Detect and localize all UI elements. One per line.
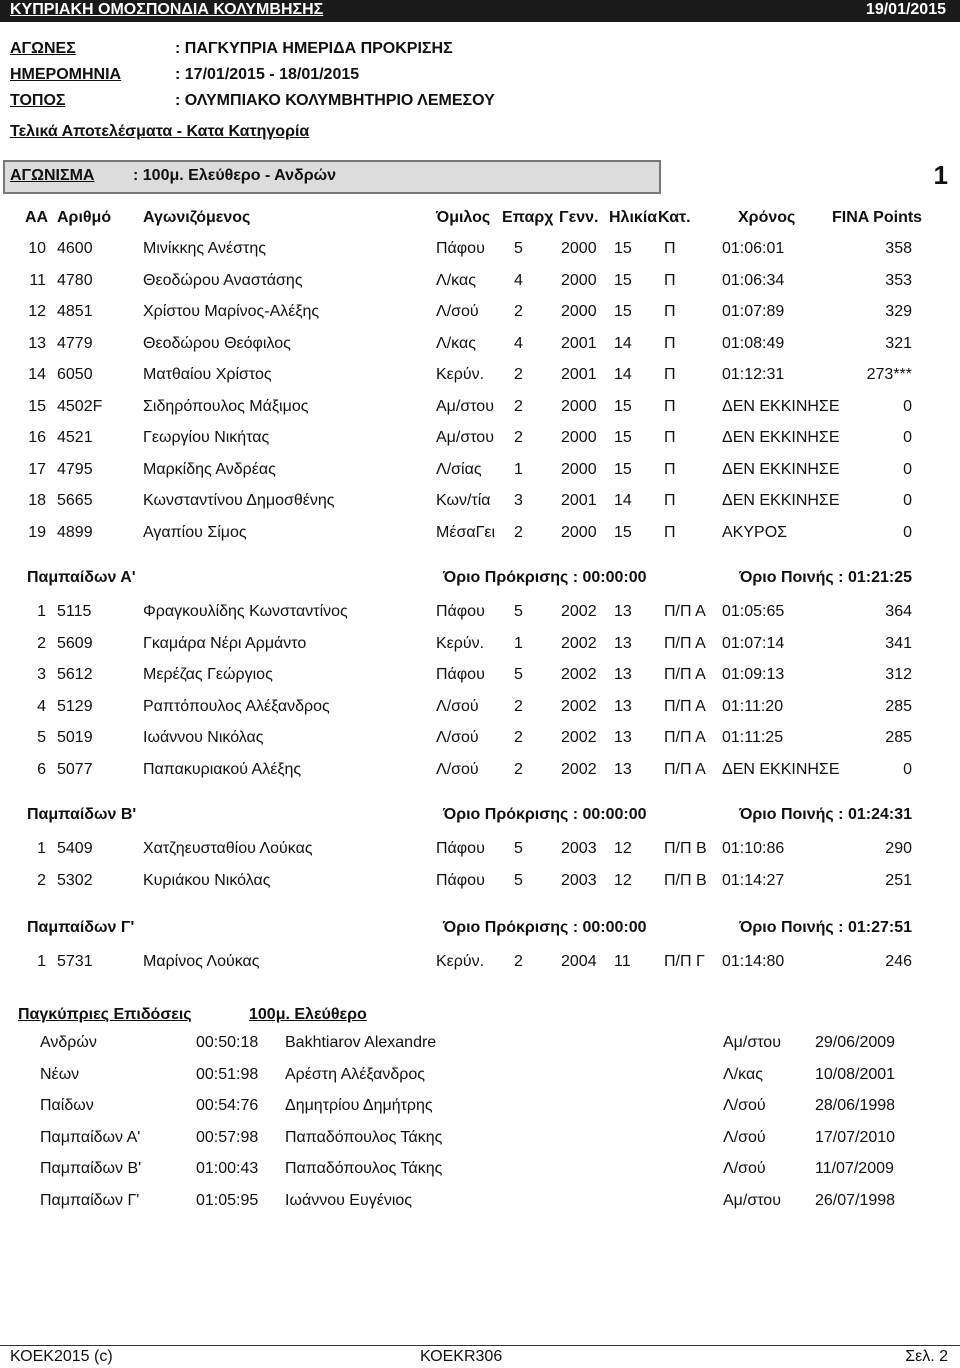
cell-time: 01:14:80	[722, 953, 785, 970]
cell-fina: 329	[885, 303, 912, 320]
cell-category: Π/Π Β	[664, 872, 707, 889]
record-category: Παίδων	[40, 1097, 94, 1114]
cell-birth: 2002	[561, 761, 597, 778]
col-aa: ΑΑ	[25, 209, 49, 226]
cell-age: 13	[614, 698, 632, 715]
cell-birth: 2002	[561, 698, 597, 715]
cell-time: ΔΕΝ ΕΚΚΙΝΗΣΕ	[722, 461, 840, 478]
cell-aa: 10	[28, 240, 46, 257]
event-name: : 100μ. Ελεύθερο - Ανδρών	[133, 167, 337, 184]
cell-birth: 2002	[561, 635, 597, 652]
cell-district: 3	[514, 492, 523, 509]
cell-aa: 14	[28, 366, 46, 383]
cell-aa: 2	[37, 635, 46, 652]
cell-birth: 2000	[561, 429, 597, 446]
qualifying-limit: Όριο Πρόκρισης : 00:00:00	[443, 569, 647, 586]
cell-club: Πάφου	[436, 240, 485, 257]
cell-aa: 16	[28, 429, 46, 446]
cell-fina: 358	[885, 240, 912, 257]
cell-category: Π/Π Α	[664, 603, 706, 620]
cell-district: 2	[514, 303, 523, 320]
cell-fina: 251	[885, 872, 912, 889]
col-category: Κατ.	[658, 209, 691, 226]
cell-club: Κερύν.	[436, 635, 485, 652]
cell-fina: 0	[903, 429, 912, 446]
cell-club: Κων/τία	[436, 492, 491, 509]
cell-birth: 2001	[561, 366, 597, 383]
col-time: Χρόνος	[738, 209, 796, 226]
cell-time: 01:07:89	[722, 303, 785, 320]
cell-age: 12	[614, 840, 632, 857]
col-fina: FINA Points	[832, 209, 923, 226]
cell-district: 2	[514, 729, 523, 746]
cell-swimmer: Φραγκουλίδης Κωνσταντίνος	[143, 603, 348, 620]
cell-age: 13	[614, 666, 632, 683]
cell-category: Π/Π Α	[664, 698, 706, 715]
cell-swimmer: Κωνσταντίνου Δημοσθένης	[143, 492, 335, 509]
cell-aa: 2	[37, 872, 46, 889]
cell-swimmer: Χατζηευσταθίου Λούκας	[143, 840, 313, 857]
cell-time: ΔΕΝ ΕΚΚΙΝΗΣΕ	[722, 429, 840, 446]
cell-birth: 2002	[561, 603, 597, 620]
cell-club: Λ/κας	[436, 335, 476, 352]
table-row	[0, 429, 960, 453]
record-holder: Δημητρίου Δημήτρης	[285, 1097, 433, 1114]
records-event: 100μ. Ελεύθερο	[249, 1006, 367, 1023]
cell-number: 4779	[57, 335, 93, 352]
table-row	[0, 461, 960, 485]
cell-club: Λ/σού	[436, 761, 479, 778]
cell-swimmer: Αγαπίου Σίμος	[143, 524, 247, 541]
record-club: Λ/σού	[723, 1097, 766, 1114]
cell-category: Π/Π Γ	[664, 953, 705, 970]
cell-swimmer: Μαρίνος Λούκας	[143, 953, 260, 970]
cell-aa: 4	[37, 698, 46, 715]
cell-district: 2	[514, 366, 523, 383]
cell-category: Π	[664, 272, 676, 289]
cell-club: Κερύν.	[436, 953, 485, 970]
cell-time: 01:11:20	[722, 698, 784, 715]
cell-club: Πάφου	[436, 872, 485, 889]
footer-divider	[0, 1345, 960, 1346]
record-category: Παμπαίδων Β'	[40, 1160, 142, 1177]
cell-time: 01:09:13	[722, 666, 785, 683]
cell-district: 2	[514, 524, 523, 541]
cell-time: 01:06:34	[722, 272, 785, 289]
cell-birth: 2000	[561, 461, 597, 478]
cell-category: Π/Π Α	[664, 666, 706, 683]
record-row	[0, 1129, 960, 1153]
cell-swimmer: Σιδηρόπουλος Μάξιμος	[143, 398, 309, 415]
cell-time: ΔΕΝ ΕΚΚΙΝΗΣΕ	[722, 398, 840, 415]
cell-fina: 0	[903, 461, 912, 478]
cell-category: Π	[664, 303, 676, 320]
cell-time: ΔΕΝ ΕΚΚΙΝΗΣΕ	[722, 492, 840, 509]
cell-age: 13	[614, 761, 632, 778]
cell-swimmer: Ραπτόπουλος Αλέξανδρος	[143, 698, 330, 715]
cell-birth: 2000	[561, 272, 597, 289]
cell-birth: 2000	[561, 303, 597, 320]
cell-age: 15	[614, 240, 632, 257]
cell-number: 4521	[57, 429, 93, 446]
table-row	[0, 492, 960, 516]
cell-fina: 364	[885, 603, 912, 620]
column-headers	[0, 209, 960, 233]
cell-aa: 13	[28, 335, 46, 352]
cell-club: Πάφου	[436, 603, 485, 620]
cell-fina: 246	[885, 953, 912, 970]
top-bar	[0, 0, 960, 22]
record-category: Ανδρών	[40, 1034, 97, 1051]
table-row	[0, 761, 960, 785]
cell-district: 5	[514, 666, 523, 683]
cell-aa: 5	[37, 729, 46, 746]
competitions-label: ΑΓΩΝΕΣ	[10, 40, 76, 57]
record-row	[0, 1192, 960, 1216]
category-name: Παμπαίδων Γ'	[27, 919, 135, 936]
cell-aa: 1	[37, 840, 46, 857]
cell-number: 5019	[57, 729, 93, 746]
cell-birth: 2004	[561, 953, 597, 970]
record-date: 17/07/2010	[815, 1129, 896, 1146]
cell-club: Αμ/στου	[436, 429, 494, 446]
cell-birth: 2003	[561, 872, 597, 889]
cell-birth: 2000	[561, 240, 597, 257]
cell-time: ΔΕΝ ΕΚΚΙΝΗΣΕ	[722, 761, 840, 778]
footer-center: ΚΟΕΚR306	[420, 1348, 503, 1365]
cell-swimmer: Γεωργίου Νικήτας	[143, 429, 270, 446]
table-row	[0, 666, 960, 690]
cell-swimmer: Κυριάκου Νικόλας	[143, 872, 271, 889]
cell-number: 4899	[57, 524, 93, 541]
record-club: Λ/σού	[723, 1160, 766, 1177]
cell-swimmer: Ματθαίου Χρίστος	[143, 366, 272, 383]
cell-district: 4	[514, 272, 523, 289]
qualifying-limit: Όριο Πρόκρισης : 00:00:00	[443, 919, 647, 936]
cell-number: 4851	[57, 303, 93, 320]
cell-category: Π/Π Α	[664, 729, 706, 746]
cell-category: Π	[664, 335, 676, 352]
cell-number: 4502F	[57, 398, 103, 415]
cell-category: Π	[664, 398, 676, 415]
cell-category: Π	[664, 366, 676, 383]
category-name: Παμπαίδων Β'	[27, 806, 137, 823]
record-row	[0, 1097, 960, 1121]
cell-district: 4	[514, 335, 523, 352]
cell-age: 13	[614, 635, 632, 652]
venue-value: : ΟΛΥΜΠΙΑΚΟ ΚΟΛΥΜΒΗΤΗΡΙΟ ΛΕΜΕΣΟΥ	[175, 92, 495, 109]
cell-fina: 353	[885, 272, 912, 289]
cell-category: Π	[664, 240, 676, 257]
record-time: 00:50:18	[196, 1034, 259, 1051]
category-name: Παμπαίδων Α'	[27, 569, 136, 586]
table-row	[0, 303, 960, 327]
cell-number: 5302	[57, 872, 93, 889]
record-time: 00:54:76	[196, 1097, 259, 1114]
report-title: Τελικά Αποτελέσματα - Κατα Κατηγορία	[10, 123, 310, 140]
cell-number: 5077	[57, 761, 93, 778]
cell-district: 1	[514, 635, 523, 652]
table-row	[0, 603, 960, 627]
table-row	[0, 635, 960, 659]
cell-fina: 321	[885, 335, 912, 352]
record-row	[0, 1034, 960, 1058]
cell-number: 4795	[57, 461, 93, 478]
cell-category: Π	[664, 429, 676, 446]
cell-swimmer: Θεοδώρου Αναστάσης	[143, 272, 303, 289]
cell-club: Αμ/στου	[436, 398, 494, 415]
col-number: Αριθμό	[57, 209, 112, 226]
cell-district: 5	[514, 240, 523, 257]
cell-age: 12	[614, 872, 632, 889]
cell-age: 15	[614, 303, 632, 320]
cell-birth: 2001	[561, 335, 597, 352]
record-holder: Bakhtiarov Alexandre	[285, 1034, 437, 1051]
record-date: 29/06/2009	[815, 1034, 896, 1051]
cell-age: 14	[614, 366, 632, 383]
cell-aa: 1	[37, 603, 46, 620]
cell-age: 14	[614, 335, 632, 352]
date-label: ΗΜΕΡΟΜΗΝΙΑ	[10, 66, 122, 83]
cell-time: 01:05:65	[722, 603, 785, 620]
cell-club: Κερύν.	[436, 366, 485, 383]
cell-district: 2	[514, 953, 523, 970]
cell-club: ΜέσαΓει	[436, 524, 496, 541]
record-date: 10/08/2001	[815, 1066, 896, 1083]
cell-age: 13	[614, 729, 632, 746]
cell-club: Πάφου	[436, 840, 485, 857]
table-row	[0, 366, 960, 390]
cell-aa: 19	[28, 524, 46, 541]
col-club: Όμιλος	[436, 209, 491, 226]
cell-age: 14	[614, 492, 632, 509]
cell-fina: 0	[903, 492, 912, 509]
cell-time: 01:11:25	[722, 729, 784, 746]
record-holder: Αρέστη Αλέξανδρος	[285, 1066, 425, 1083]
record-time: 00:57:98	[196, 1129, 259, 1146]
cell-club: Λ/σού	[436, 303, 479, 320]
print-date: 19/01/2015	[865, 1, 946, 18]
cell-age: 15	[614, 398, 632, 415]
cell-number: 5129	[57, 698, 93, 715]
cell-category: Π/Π Β	[664, 840, 707, 857]
venue-label: ΤΟΠΟΣ	[10, 92, 66, 109]
record-category: Παμπαίδων Α'	[40, 1129, 141, 1146]
cell-time: 01:08:49	[722, 335, 785, 352]
cell-fina: 341	[885, 635, 912, 652]
cell-fina: 285	[885, 698, 912, 715]
cell-age: 15	[614, 272, 632, 289]
federation-title: ΚΥΠΡΙΑΚΗ ΟΜΟΣΠΟΝΔΙΑ ΚΟΛΥΜΒΗΣΗΣ	[10, 1, 324, 18]
cell-swimmer: Μερέζας Γεώργιος	[143, 666, 273, 683]
cell-birth: 2002	[561, 666, 597, 683]
col-district: Επαρχ	[502, 209, 554, 226]
record-row	[0, 1066, 960, 1090]
penalty-limit: Όριο Ποινής : 01:27:51	[739, 919, 912, 936]
footer-left: ΚΟΕΚ2015 (c)	[10, 1348, 113, 1365]
cell-birth: 2002	[561, 729, 597, 746]
cell-category: Π/Π Α	[664, 761, 706, 778]
cell-swimmer: Παπακυριακού Αλέξης	[143, 761, 302, 778]
record-time: 01:05:95	[196, 1192, 259, 1209]
footer-right: Σελ. 2	[905, 1348, 948, 1365]
cell-district: 2	[514, 429, 523, 446]
cell-time: 01:10:86	[722, 840, 785, 857]
table-row	[0, 398, 960, 422]
col-age: Ηλικία	[609, 209, 658, 226]
cell-swimmer: Γκαμάρα Νέρι Αρμάντο	[143, 635, 307, 652]
cell-aa: 17	[28, 461, 46, 478]
table-row	[0, 840, 960, 864]
cell-age: 11	[614, 953, 631, 970]
cell-fina: 0	[903, 524, 912, 541]
cell-number: 6050	[57, 366, 93, 383]
cell-aa: 11	[29, 272, 46, 289]
cell-aa: 6	[37, 761, 46, 778]
record-holder: Παπαδόπουλος Τάκης	[285, 1129, 443, 1146]
table-row	[0, 953, 960, 977]
record-date: 26/07/1998	[815, 1192, 896, 1209]
cell-aa: 15	[28, 398, 46, 415]
cell-age: 15	[614, 524, 632, 541]
cell-number: 5731	[57, 953, 93, 970]
cell-swimmer: Θεοδώρου Θεόφιλος	[143, 335, 291, 352]
cell-district: 2	[514, 761, 523, 778]
cell-time: 01:07:14	[722, 635, 785, 652]
cell-club: Λ/κας	[436, 272, 476, 289]
cell-birth: 2003	[561, 840, 597, 857]
record-date: 28/06/1998	[815, 1097, 896, 1114]
record-club: Λ/σού	[723, 1129, 766, 1146]
record-holder: Ιωάννου Ευγένιος	[285, 1192, 412, 1209]
record-category: Παμπαίδων Γ'	[40, 1192, 140, 1209]
cell-district: 5	[514, 603, 523, 620]
cell-fina: 0	[903, 761, 912, 778]
cell-club: Πάφου	[436, 666, 485, 683]
cell-club: Λ/σού	[436, 729, 479, 746]
record-category: Νέων	[40, 1066, 80, 1083]
cell-number: 5115	[57, 603, 92, 620]
record-date: 11/07/2009	[815, 1160, 894, 1177]
qualifying-limit: Όριο Πρόκρισης : 00:00:00	[443, 806, 647, 823]
cell-fina: 273***	[866, 366, 912, 383]
table-row	[0, 872, 960, 896]
col-swimmer: Αγωνιζόμενος	[143, 209, 251, 226]
cell-aa: 18	[28, 492, 46, 509]
table-row	[0, 524, 960, 548]
cell-swimmer: Ιωάννου Νικόλας	[143, 729, 264, 746]
cell-club: Λ/σού	[436, 698, 479, 715]
cell-district: 1	[514, 461, 523, 478]
cell-swimmer: Μινίκκης Ανέστης	[143, 240, 266, 257]
table-row	[0, 698, 960, 722]
record-club: Αμ/στου	[723, 1034, 781, 1051]
record-club: Λ/κας	[723, 1066, 763, 1083]
table-row	[0, 729, 960, 753]
cell-age: 13	[614, 603, 632, 620]
cell-number: 4780	[57, 272, 93, 289]
record-time: 01:00:43	[196, 1160, 259, 1177]
cell-birth: 2000	[561, 398, 597, 415]
cell-district: 2	[514, 698, 523, 715]
record-time: 00:51:98	[196, 1066, 259, 1083]
date-value: : 17/01/2015 - 18/01/2015	[175, 66, 360, 83]
cell-number: 5609	[57, 635, 93, 652]
cell-birth: 2000	[561, 524, 597, 541]
cell-age: 15	[614, 461, 632, 478]
cell-number: 5665	[57, 492, 93, 509]
table-row	[0, 240, 960, 264]
cell-time: 01:14:27	[722, 872, 785, 889]
col-birth: Γενν.	[559, 209, 599, 226]
cell-fina: 312	[885, 666, 912, 683]
penalty-limit: Όριο Ποινής : 01:21:25	[739, 569, 912, 586]
cell-aa: 12	[28, 303, 46, 320]
penalty-limit: Όριο Ποινής : 01:24:31	[739, 806, 912, 823]
cell-club: Λ/σίας	[436, 461, 482, 478]
cell-category: Π	[664, 461, 676, 478]
cell-fina: 285	[885, 729, 912, 746]
cell-district: 5	[514, 872, 523, 889]
record-row	[0, 1160, 960, 1184]
cell-swimmer: Μαρκίδης Ανδρέας	[143, 461, 276, 478]
competitions-value: : ΠΑΓΚΥΠΡΙΑ ΗΜΕΡΙΔΑ ΠΡΟΚΡΙΣΗΣ	[175, 40, 453, 57]
cell-number: 5612	[57, 666, 93, 683]
cell-birth: 2001	[561, 492, 597, 509]
cell-category: Π	[664, 492, 676, 509]
cell-aa: 1	[37, 953, 46, 970]
table-row	[0, 335, 960, 359]
cell-fina: 290	[885, 840, 912, 857]
cell-number: 4600	[57, 240, 93, 257]
record-club: Αμ/στου	[723, 1192, 781, 1209]
cell-fina: 0	[903, 398, 912, 415]
cell-district: 5	[514, 840, 523, 857]
event-label: ΑΓΩΝΙΣΜΑ	[10, 167, 95, 184]
cell-time: ΑΚΥΡΟΣ	[722, 524, 788, 541]
cell-category: Π	[664, 524, 676, 541]
cell-aa: 3	[37, 666, 46, 683]
event-number: 1	[933, 160, 948, 190]
cell-district: 2	[514, 398, 523, 415]
record-holder: Παπαδόπουλος Τάκης	[285, 1160, 443, 1177]
cell-time: 01:12:31	[722, 366, 785, 383]
cell-age: 15	[614, 429, 632, 446]
cell-number: 5409	[57, 840, 93, 857]
cell-swimmer: Χρίστου Μαρίνος-Αλέξης	[143, 303, 320, 320]
table-row	[0, 272, 960, 296]
cell-time: 01:06:01	[722, 240, 785, 257]
cell-category: Π/Π Α	[664, 635, 706, 652]
records-title: Παγκύπριες Επιδόσεις	[18, 1006, 192, 1023]
